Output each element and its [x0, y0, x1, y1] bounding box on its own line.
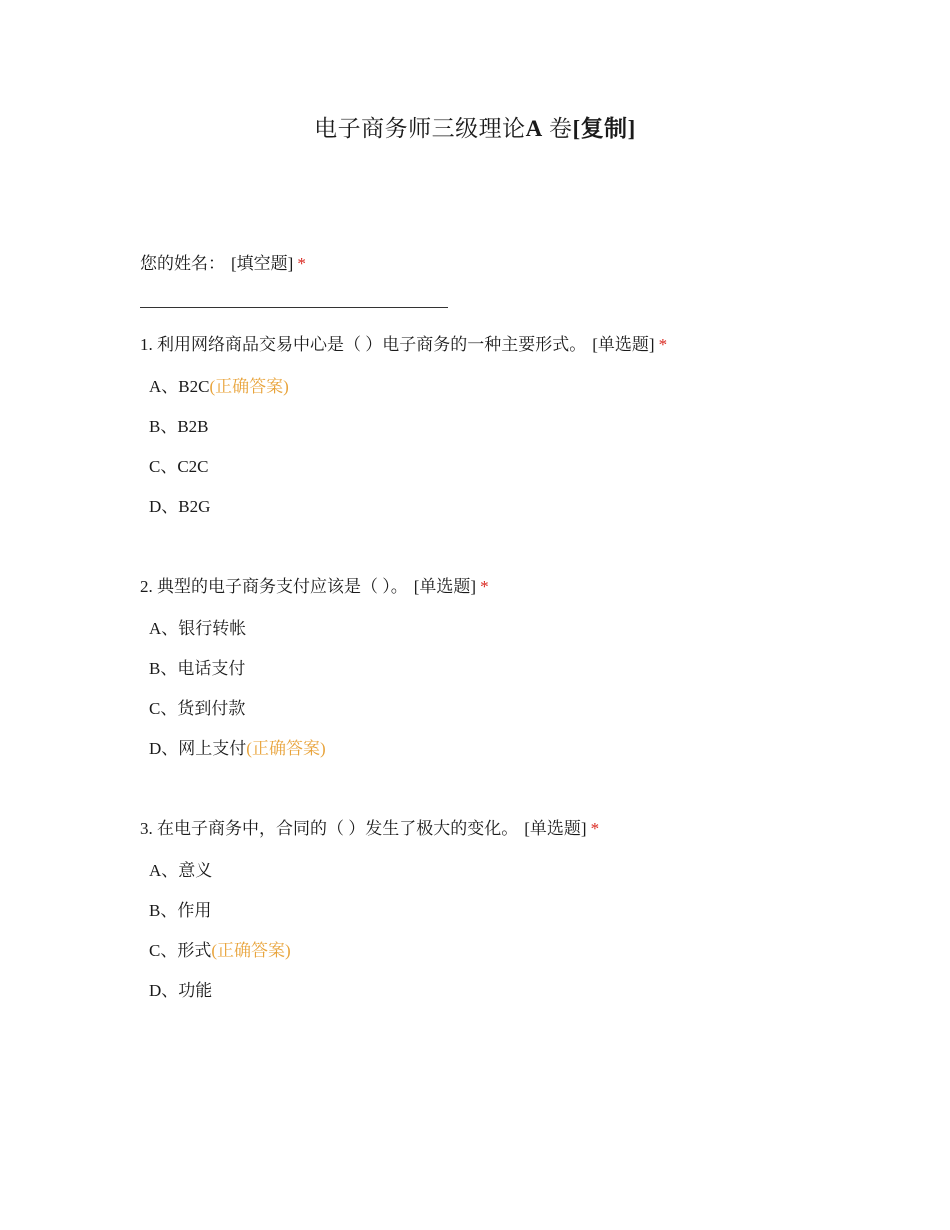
correct-answer-tag: (正确答案)	[209, 377, 289, 396]
option-a[interactable]	[149, 851, 599, 891]
option-b[interactable]	[149, 891, 599, 931]
option-label: B、B2B	[149, 417, 209, 436]
title-prefix: 电子商务师三级理论	[314, 116, 526, 141]
question-3	[140, 817, 599, 1011]
question-text: 1. 利用网络商品交易中心是（ ）电子商务的一种主要形式。	[140, 335, 587, 354]
required-mark: *	[590, 819, 600, 838]
option-list	[140, 367, 667, 527]
option-list	[140, 851, 599, 1011]
option-d[interactable]	[149, 729, 489, 769]
option-label: A、银行转帐	[149, 619, 247, 638]
option-label: C、货到付款	[149, 699, 246, 718]
option-label: D、B2G	[149, 497, 211, 516]
option-c[interactable]	[149, 447, 667, 487]
option-label: A、B2C	[149, 377, 210, 396]
option-label: A、意义	[149, 861, 213, 880]
option-c[interactable]	[149, 689, 489, 729]
option-label: D、功能	[149, 981, 213, 1000]
required-mark: *	[480, 577, 489, 596]
name-question	[140, 252, 306, 276]
page-title	[0, 110, 950, 143]
question-type: [单选题]	[413, 577, 477, 596]
name-input-field[interactable]	[140, 307, 448, 308]
option-b[interactable]	[149, 407, 667, 447]
option-a[interactable]	[149, 609, 489, 649]
question-text: 2. 典型的电子商务支付应该是（ ）。	[140, 577, 408, 596]
title-mid: 卷	[542, 116, 573, 141]
correct-answer-tag: (正确答案)	[246, 739, 326, 758]
question-1	[140, 333, 667, 527]
option-label: B、作用	[149, 901, 212, 920]
question-type: [单选题]	[524, 819, 587, 838]
name-question-type: [填空题]	[231, 254, 294, 273]
option-label: C、C2C	[149, 457, 209, 476]
required-mark: *	[658, 335, 668, 354]
title-copy-suffix: [复制]	[572, 116, 636, 141]
option-d[interactable]	[149, 971, 599, 1011]
option-label: D、网上支付	[149, 739, 247, 758]
option-label: C、形式	[149, 941, 212, 960]
required-mark: *	[297, 254, 306, 273]
correct-answer-tag: (正确答案)	[211, 941, 291, 960]
option-c[interactable]	[149, 931, 599, 971]
question-2	[140, 575, 489, 769]
option-label: B、电话支付	[149, 659, 246, 678]
option-d[interactable]	[149, 487, 667, 527]
question-type: [单选题]	[592, 335, 655, 354]
option-a[interactable]	[149, 367, 667, 407]
option-list	[140, 609, 489, 769]
title-bold-a: A	[525, 116, 543, 141]
option-b[interactable]	[149, 649, 489, 689]
question-text: 3. 在电子商务中，合同的（ ）发生了极大的变化。	[140, 819, 519, 838]
name-question-label: 您的姓名：	[140, 254, 225, 273]
